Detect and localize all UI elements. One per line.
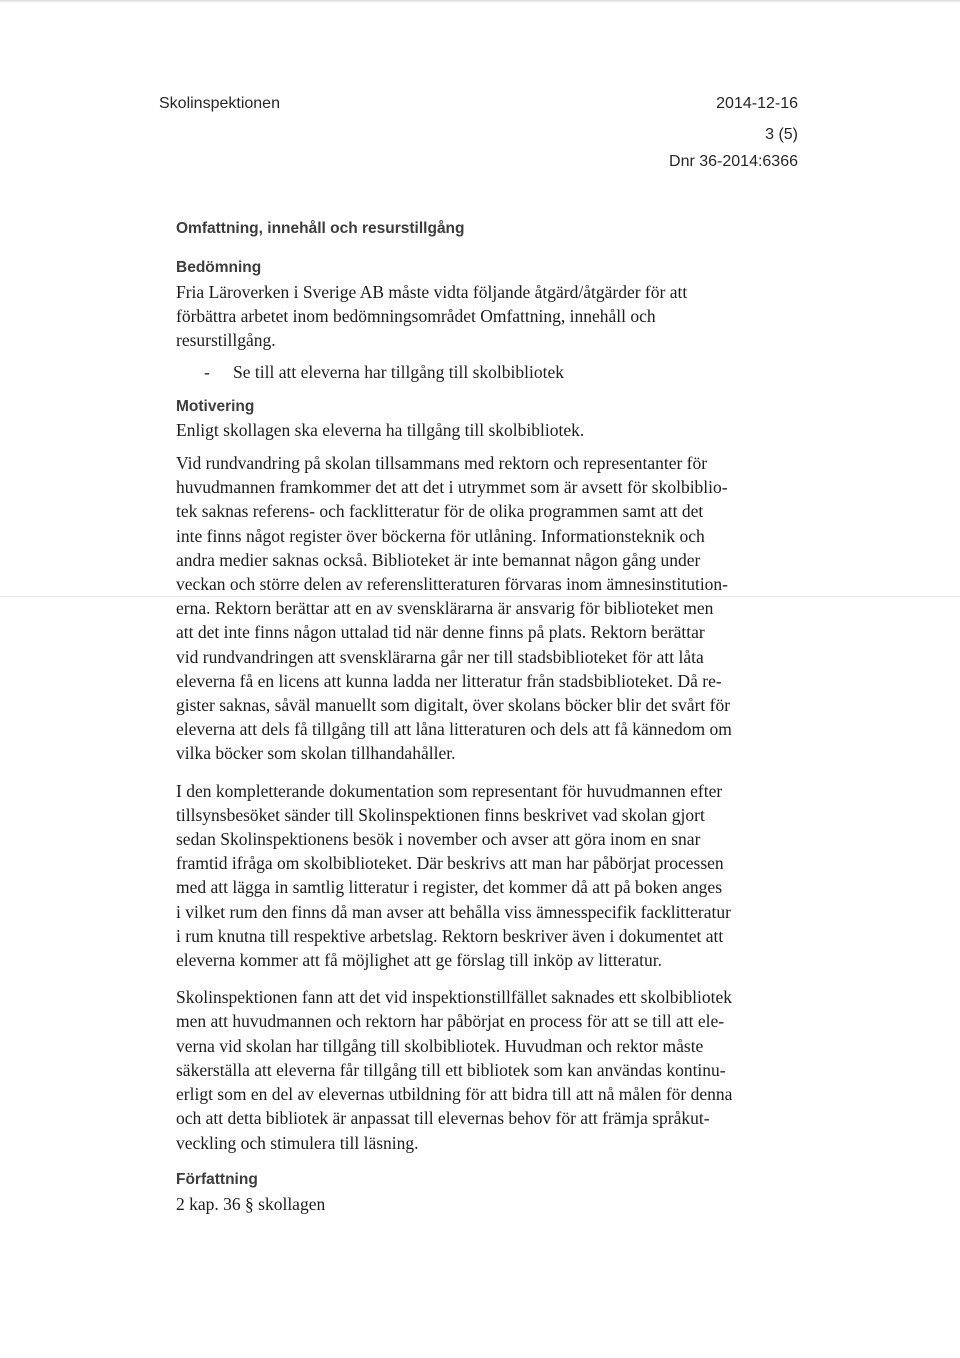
bedomning-line: förbättra arbetet inom bedömningsområdet Omfattning, innehåll och (176, 306, 656, 327)
document-body (176, 219, 806, 1216)
motivering-heading: Motivering (176, 397, 255, 415)
paragraph-line: huvudmannen framkommer det att det i utrymmet som är avsett för skolbiblio- (176, 477, 728, 498)
section-title: Omfattning, innehåll och resurstillgång (176, 220, 465, 237)
scan-top-edge (0, 0, 960, 3)
paragraph-line: eleverna kommer att få möjlighet att ge förslag till inköp av litteratur. (176, 950, 662, 971)
paragraph-line: eleverna att dels få tillgång till att låna litteraturen och dels att få kännedom om (176, 719, 732, 740)
paragraph-line: tek saknas referens- och facklitteratur för de olika programmen samt att det (176, 501, 704, 522)
paragraph-line: veckling och stimulera till läsning. (176, 1132, 419, 1153)
paragraph-line: andra medier saknas också. Biblioteket är inte bemannat någon gång under (176, 549, 701, 570)
registration-number: Dnr 36-2014:6366 (669, 153, 798, 170)
paragraph-line: tillsynsbesöket sänder till Skolinspektionen finns beskrivet vad skolan gjort (176, 804, 705, 825)
paragraph-line: säkerställa att eleverna får tillgång till ett bibliotek som kan användas kontinu- (176, 1059, 726, 1080)
bullet-text: Se till att eleverna har tillgång till skolbibliotek (233, 361, 564, 382)
agency-name: Skolinspektionen (159, 95, 280, 112)
forfattning-heading: Författning (176, 1170, 258, 1188)
paragraph-line: med att lägga in samtlig litteratur i register, det kommer då att på boken anges (176, 877, 723, 898)
bedomning-line: resurstillgång. (176, 330, 276, 351)
paragraph-line: I den kompletterande dokumentation som representant för huvudmannen efter (176, 780, 723, 801)
paragraph-line: erligt som en del av elevernas utbildning för att bidra till att nå målen för denna (176, 1084, 733, 1105)
paragraph-line: och att detta bibliotek är anpassat till elevernas behov för att främja språkut- (176, 1108, 710, 1129)
paragraph-line: sedan Skolinspektionens besök i november och avser att göra inom en snar (176, 829, 701, 850)
bedomning-heading: Bedömning (176, 259, 262, 276)
action-bullet (176, 360, 806, 384)
paragraph-line: i rum knutna till respektive arbetslag. Rektorn beskriver även i dokumentet att (176, 925, 724, 946)
bedomning-line: Fria Läroverken i Sverige AB måste vidta följande åtgärd/åtgärder för att (176, 282, 688, 302)
paragraph-line: gister saknas, såväl manuellt som digitalt, över skolans böcker blir det svårt för (176, 695, 731, 716)
paragraph-dokumentation (176, 779, 806, 973)
bullet-dash: - (204, 361, 210, 382)
paragraph-line: Vid rundvandring på skolan tillsammans med rektorn och representanter för (176, 453, 708, 474)
paragraph-line: i vilket rum den finns då man avser att behålla viss ämnesspecifik facklitteratur (176, 901, 731, 922)
paragraph-line: Skolinspektionen fann att det vid inspektionstillfället saknades ett skolbibliotek (176, 987, 733, 1008)
paragraph-line: men att huvudmannen och rektorn har påbörjat en process för att se till att ele- (176, 1011, 725, 1032)
paragraph-line: veckan och större delen av referenslitteraturen förvaras inom ämnesinstitution- (176, 574, 729, 595)
paragraph-slutsats (176, 985, 806, 1154)
motivering-lead: Enligt skollagen ska eleverna ha tillgång till skolbibliotek. (176, 419, 585, 440)
forfattning-text: 2 kap. 36 § skollagen (176, 1193, 326, 1214)
paragraph-line: eleverna få en licens att kunna ladda ner litteratur från stadsbiblioteket. Då re- (176, 670, 722, 691)
paragraph-rundvandring (176, 451, 806, 766)
paragraph-line: inte finns något register över böckerna för utlåning. Informationsteknik och (176, 525, 705, 546)
page-number: 3 (5) (765, 126, 798, 143)
paragraph-line: vid rundvandringen att svensklärarna går ner till stadsbiblioteket för att låta (176, 646, 704, 667)
paragraph-line: framtid ifråga om skolbiblioteket. Där beskrivs att man har påbörjat processen (176, 853, 724, 874)
paragraph-line: verna vid skolan har tillgång till skolbibliotek. Huvudman och rektor måste (176, 1035, 704, 1056)
paragraph-line: erna. Rektorn berättar att en av svensklärarna är ansvarig för biblioteket men (176, 598, 714, 619)
paragraph-line: vilka böcker som skolan tillhandahåller. (176, 743, 456, 764)
document-date: 2014-12-16 (716, 95, 798, 112)
paragraph-line: att det inte finns någon uttalad tid när denne finns på plats. Rektorn berättar (176, 622, 705, 643)
